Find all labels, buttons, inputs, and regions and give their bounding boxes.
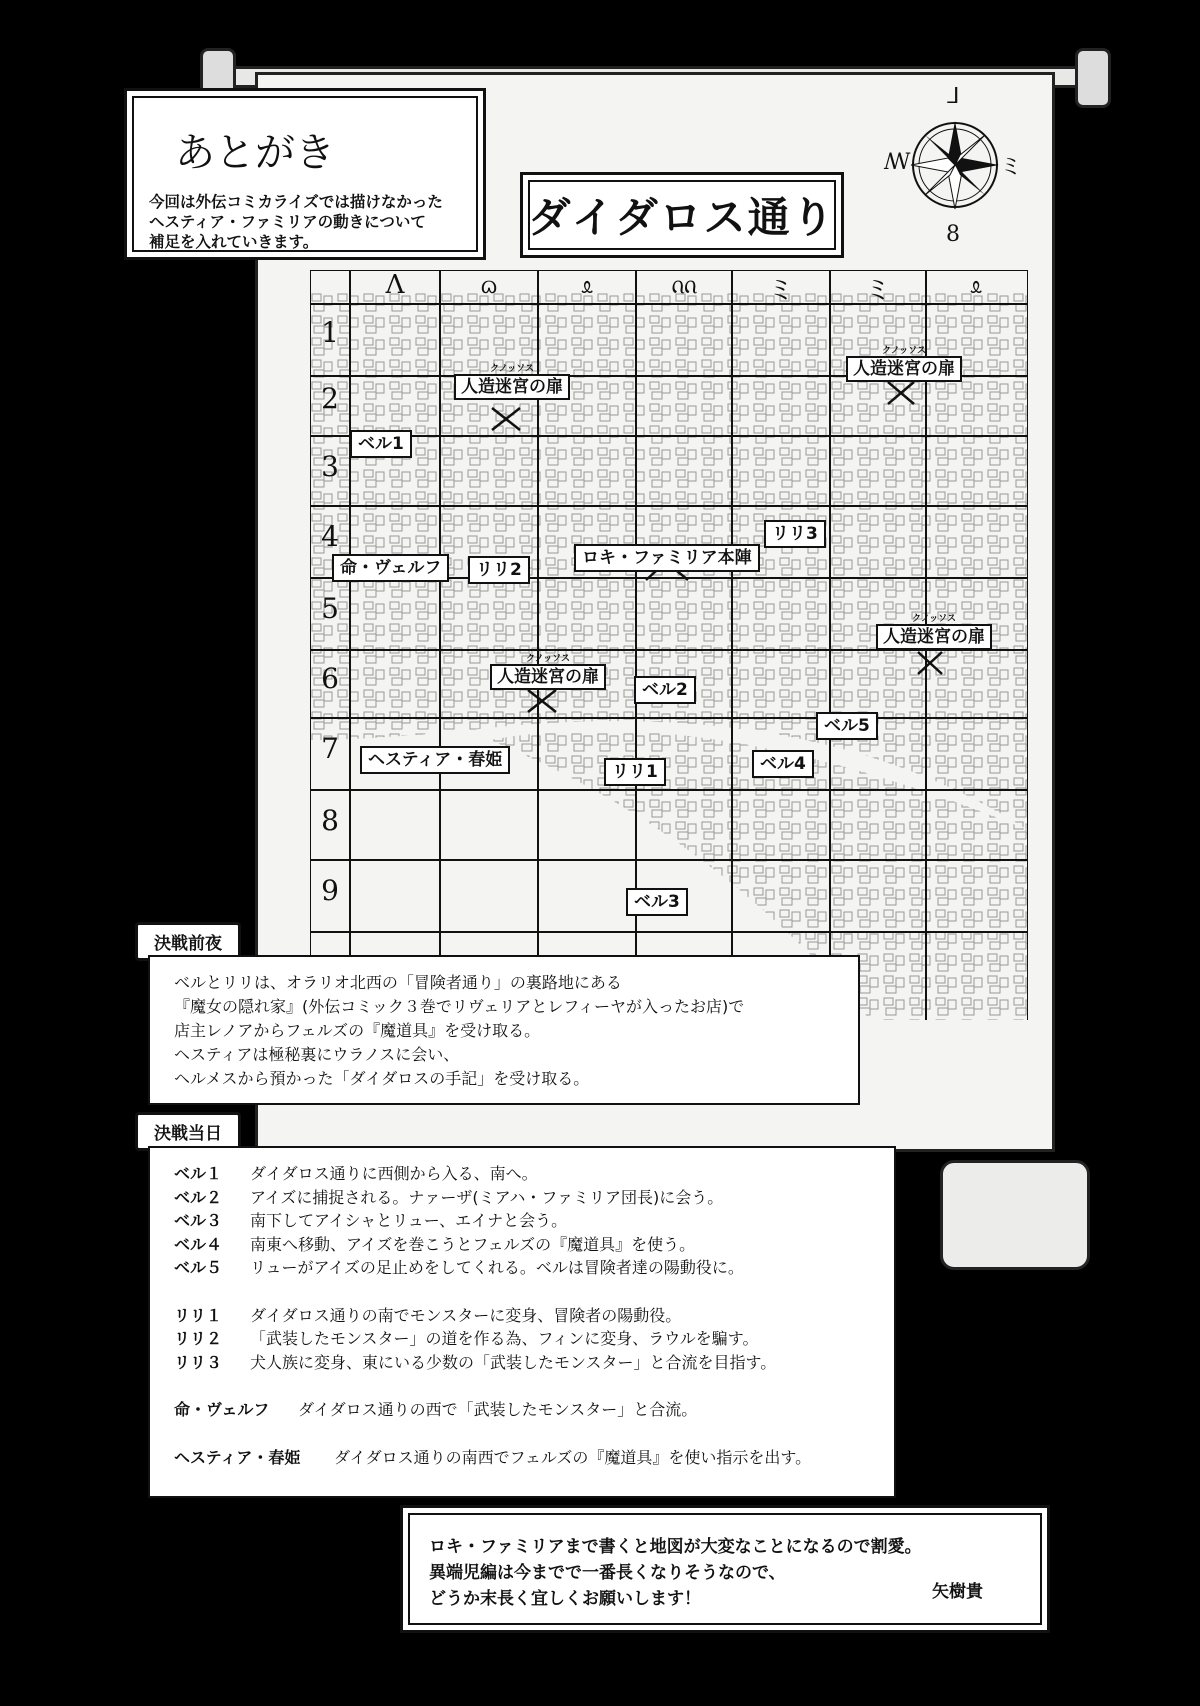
column-label: ᦒ <box>480 270 498 300</box>
compass-north: ᒧ <box>946 84 960 109</box>
label-bell2: ベル2 <box>634 676 696 704</box>
column-label: ᦸ <box>581 270 593 300</box>
day-row <box>174 1398 894 1422</box>
row-label: 8 <box>321 804 339 837</box>
compass-south: 8 <box>946 222 960 247</box>
day-what: 南東へ移動、アイズを巻こうとフェルズの『魔道具』を使う。 <box>250 1234 696 1254</box>
day-who: ベル４ <box>174 1234 223 1254</box>
column-label: Λ <box>385 270 405 300</box>
compass-rose-icon <box>884 84 1023 260</box>
day-what: 南下してアイシャとリュー、エイナと会う。 <box>250 1211 568 1230</box>
scroll-bottom-roll <box>940 1160 1090 1270</box>
scroll-right-knob <box>1075 48 1111 108</box>
day-who: ベル１ <box>174 1164 223 1183</box>
afterword-line: 今回は外伝コミカライズでは描けなかった <box>149 193 443 211</box>
label-lili1: リリ1 <box>604 758 666 786</box>
gate-marker <box>490 654 606 690</box>
author-name: 矢樹貴 <box>932 1582 983 1602</box>
afterword-box <box>124 88 486 260</box>
label-lili3: リリ3 <box>764 520 826 548</box>
row-label: 6 <box>321 662 339 695</box>
closing-line: どうか末長く宜しくお願いします！ <box>429 1589 701 1609</box>
gate-ruby: クノッソス <box>489 364 534 374</box>
label-bell1: ベル1 <box>350 430 412 458</box>
gate-name: 人造迷宮の扉 <box>876 624 992 650</box>
label-mikoto-welf: 命・ヴェルフ <box>332 554 449 582</box>
map-title-text: ダイダロス通り <box>528 193 836 242</box>
day-what: ダイダロス通りの西で「武装したモンスター」と合流。 <box>298 1400 698 1419</box>
label-bell4: ベル4 <box>752 750 814 778</box>
afterword-line: 補足を入れていきます。 <box>149 233 319 251</box>
gate-marker <box>846 346 962 382</box>
column-label: ミ <box>864 276 891 306</box>
column-label: ᦶ <box>671 270 697 300</box>
day-who: リリ１ <box>174 1305 223 1325</box>
day-what: ダイダロス通りの南でモンスターに変身、冒険者の陽動役。 <box>250 1305 682 1325</box>
column-label: ミ <box>767 276 794 306</box>
eve-line: ヘスティアは極秘裏にウラノスに会い、 <box>174 1045 460 1064</box>
eve-line: 『魔女の隠れ家』(外伝コミック３巻でリヴェリアとレフィーヤが入ったお店)で <box>174 997 745 1016</box>
map-title <box>520 172 844 258</box>
day-row <box>174 1162 894 1186</box>
label-loki-hq: ロキ・ファミリア本陣 <box>574 544 760 572</box>
row-label: 9 <box>321 874 339 907</box>
label-hestia-haruhime: ヘスティア・春姫 <box>360 746 510 774</box>
gate-marker <box>454 364 570 400</box>
day-who: 命・ヴェルフ <box>174 1400 270 1419</box>
compass-east: ミ <box>1000 155 1023 180</box>
day-row <box>174 1186 894 1210</box>
day-who: ベル３ <box>174 1211 223 1230</box>
gate-ruby: クノッソス <box>881 346 926 356</box>
day-row <box>174 1351 894 1375</box>
row-label: 4 <box>321 520 339 553</box>
day-row <box>174 1233 894 1257</box>
day-who: ヘスティア・春姫 <box>174 1447 301 1467</box>
eve-line: ベルとリリは、オラリオ北西の「冒険者通り」の裏路地にある <box>174 973 622 992</box>
day-what: アイズに捕捉される。ナァーザ(ミアハ・ファミリア団長)に会う。 <box>250 1187 724 1207</box>
day-what: 「武装したモンスター」の道を作る為、フィンに変身、ラウルを騙す。 <box>250 1329 759 1348</box>
gate-ruby: クノッソス <box>525 654 570 664</box>
day-row <box>174 1209 894 1233</box>
day-what: ダイダロス通りの南西でフェルズの『魔道具』を使い指示を出す。 <box>334 1447 812 1467</box>
label-bell5: ベル5 <box>816 712 878 740</box>
closing-note <box>400 1505 1050 1633</box>
day-what: 犬人族に変身、東にいる少数の「武装したモンスター」と合流を目指す。 <box>250 1352 777 1372</box>
label-lili2: リリ2 <box>468 556 530 584</box>
row-label: 2 <box>321 382 339 415</box>
day-row <box>174 1304 894 1328</box>
closing-line: 異端児編は今までで一番長くなりそうなので、 <box>429 1563 786 1583</box>
eve-heading-text: 決戦前夜 <box>154 934 222 954</box>
day-who: ベル２ <box>174 1187 223 1207</box>
row-label: 1 <box>321 316 339 349</box>
day-who: ベル５ <box>174 1258 223 1277</box>
eve-notes <box>148 955 860 1105</box>
row-label: 7 <box>321 732 339 765</box>
gate-ruby: クノッソス <box>911 614 956 624</box>
day-who: リリ３ <box>174 1352 223 1372</box>
day-row <box>174 1256 894 1280</box>
label-bell3: ベル3 <box>626 888 688 916</box>
eve-line: 店主レノアからフェルズの『魔道具』を受け取る。 <box>174 1021 541 1040</box>
day-who: リリ２ <box>174 1329 223 1348</box>
afterword-line: ヘスティア・ファミリアの動きについて <box>149 213 426 231</box>
day-notes <box>148 1146 896 1498</box>
day-heading-text: 決戦当日 <box>154 1124 222 1144</box>
day-row <box>174 1327 894 1351</box>
gate-marker <box>876 614 992 650</box>
row-label: 3 <box>321 450 339 483</box>
day-what: リューがアイズの足止めをしてくれる。ベルは冒険者達の陽動役に。 <box>250 1258 744 1277</box>
day-what: ダイダロス通りに西側から入る、南へ。 <box>250 1164 538 1183</box>
eve-line: ヘルメスから預かった「ダイダロスの手記」を受け取る。 <box>174 1069 590 1088</box>
day-row <box>174 1446 894 1470</box>
gate-name: 人造迷宮の扉 <box>490 664 606 690</box>
compass-west: ꟿ <box>884 150 911 175</box>
column-label: ᦸ <box>970 270 982 300</box>
map-grid <box>310 270 1028 1020</box>
closing-line: ロキ・ファミリアまで書くと地図が大変なことになるので割愛。 <box>429 1537 922 1557</box>
row-label: 5 <box>321 592 339 625</box>
gate-name: 人造迷宮の扉 <box>846 356 962 382</box>
afterword-heading: あとがき <box>175 130 335 176</box>
gate-name: 人造迷宮の扉 <box>454 374 570 400</box>
